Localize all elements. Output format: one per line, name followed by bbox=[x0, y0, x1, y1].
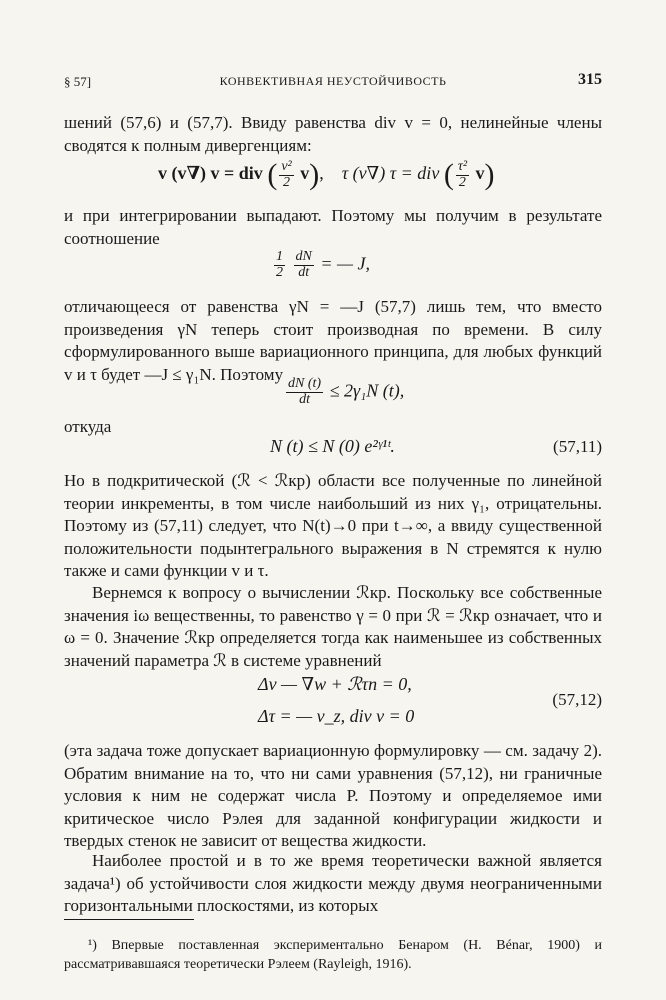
paragraph-8: Наиболее простой и в то же время теоретически важной является задача¹) об устойчивости слоя жидкости между двумя неограниченными горизонтальными плоскостями, из которых bbox=[64, 851, 602, 915]
eq1-left-tail: v bbox=[300, 163, 310, 184]
paragraph-1: шений (57,6) и (57,7). Ввиду равенства div v = 0, нелинейные члены сводятся к полным дивергенциям: bbox=[64, 113, 602, 155]
eq1-right-tail: v bbox=[475, 163, 485, 184]
equation-inequality bbox=[284, 377, 404, 407]
eq2-rhs: = — J, bbox=[320, 253, 370, 274]
numerator: 1 bbox=[276, 249, 283, 264]
paren-close: ) bbox=[309, 158, 320, 191]
paren-open: ( bbox=[443, 158, 454, 191]
denominator: 2 bbox=[283, 174, 291, 190]
separator: , bbox=[319, 163, 324, 184]
fraction bbox=[279, 160, 293, 190]
eq3-rhs: ≤ 2γ₁N (t), bbox=[329, 380, 405, 401]
numerator: dN bbox=[295, 249, 312, 264]
equation-divergence bbox=[158, 158, 495, 192]
fraction bbox=[274, 250, 285, 280]
denominator: dt bbox=[298, 264, 310, 280]
denominator: 2 bbox=[458, 174, 466, 190]
denominator: 2 bbox=[276, 264, 283, 280]
paragraph-7: (эта задача тоже допускает вариационную формулировку — см. задачу 2). Обратим внимание на то, что ни сами уравнения (57,12), ни граничные условия к ним не содержат числа P. Поэтому и определяемое ими критическое число Рэлея для заданной конфигурации жидкости и твердых стенок не зависит от вещества жидкости. bbox=[64, 741, 602, 850]
paren-close: ) bbox=[484, 158, 495, 191]
paragraph-6: Вернемся к вопросу о вычислении ℛкр. Поскольку все собственные значения iω вещественны, то равенство γ = 0 при ℛ = ℛкр означает, что и ω = 0. Значение ℛкр определяется тогда как наименьшее из собственных значений параметра ℛ в системе уравнений bbox=[64, 583, 602, 670]
paren-open: ( bbox=[267, 158, 278, 191]
equation-number-57-12: (57,12) bbox=[552, 690, 602, 709]
numerator: τ² bbox=[457, 158, 468, 174]
fraction bbox=[294, 250, 314, 280]
footnote-rule bbox=[64, 919, 194, 920]
eq1-right: τ (v∇) τ = div bbox=[341, 163, 440, 184]
footnote: ¹) Впервые поставленная экспериментально Бенаром (H. Bénar, 1900) и рассматривавшаяся теоретически Рэлеем (Rayleigh, 1916). bbox=[64, 938, 602, 972]
equation-57-12-line2: Δτ = — v_z, div v = 0 bbox=[258, 706, 415, 726]
page-number: 315 bbox=[578, 71, 602, 88]
numerator: dN (t) bbox=[288, 376, 322, 391]
equation-number-57-11: (57,11) bbox=[553, 437, 602, 456]
equation-57-12-line1: Δv — ∇w + ℛτn = 0, bbox=[258, 674, 412, 694]
section-number: § 57] bbox=[64, 74, 92, 89]
chapter-title: КОНВЕКТИВНАЯ НЕУСТОЙЧИВОСТЬ bbox=[219, 74, 447, 88]
fraction bbox=[286, 377, 323, 407]
equation-57-11: N (t) ≤ N (0) e²ᵞ¹ᵗ. bbox=[270, 436, 395, 456]
numerator: v² bbox=[281, 158, 292, 174]
equation-energy bbox=[272, 250, 370, 280]
paragraph-4: откуда bbox=[64, 417, 112, 436]
paragraph-2: и при интегрировании выпадают. Поэтому мы получим в результате соотношение bbox=[64, 206, 602, 248]
eq1-left: v (v∇) v = div bbox=[158, 163, 263, 184]
fraction bbox=[456, 160, 469, 190]
denominator: dt bbox=[299, 391, 310, 407]
running-head bbox=[64, 68, 602, 92]
paragraph-5: Но в подкритической (ℛ < ℛкр) области все полученные по линейной теории инкременты, в том числе наибольший из них γ₁, отрицательны. Поэтому из (57,11) следует, что N(t)→0 при t→∞, а ввиду существенной положительности подынтегрального выражения в N стремятся к нулю также и сами функции v и τ. bbox=[64, 471, 602, 580]
paragraph-3: отличающееся от равенства γN = —J (57,7) лишь тем, что вместо произведения γN теперь стоит производная по времени. В силу сформулированного выше вариационного принципа, для любых функций v и τ будет —J ≤ γ₁N. Поэтому bbox=[64, 297, 602, 384]
